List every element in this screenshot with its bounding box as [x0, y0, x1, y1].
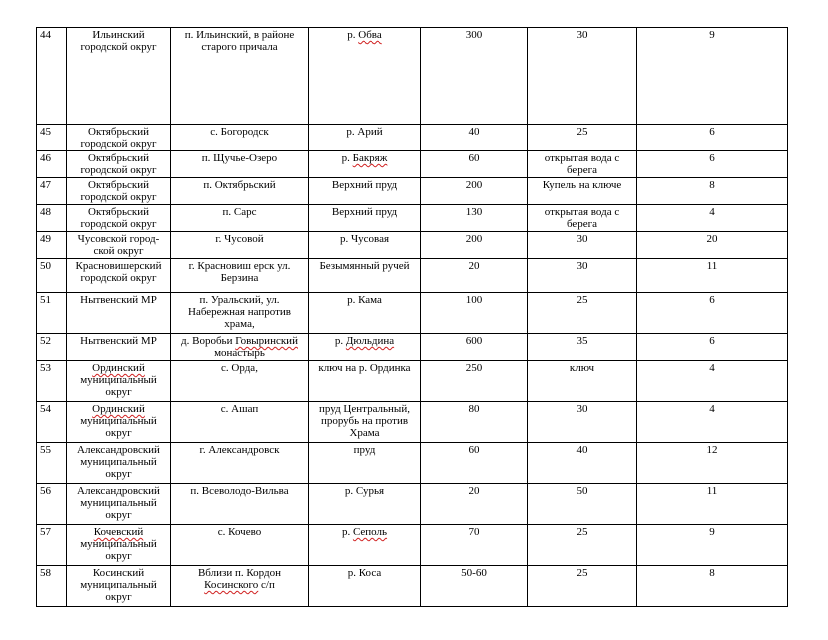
cell-value-1	[421, 125, 528, 151]
cell-text: 25	[576, 294, 588, 306]
spellcheck-underlined-text: Ординский	[92, 403, 145, 415]
cell-value-3	[637, 484, 788, 525]
cell-water-body	[309, 566, 421, 607]
cell-text: Купель на ключе	[542, 179, 622, 191]
cell-text: 25	[576, 526, 588, 538]
cell-text: 45	[40, 126, 51, 138]
cell-text: р.	[341, 526, 353, 538]
spellcheck-underlined-text: Ординский	[92, 362, 145, 374]
cell-text: г. Александровск	[199, 444, 280, 456]
cell-water-body	[309, 205, 421, 232]
cell-text: 54	[40, 403, 51, 415]
cell-text: 130	[465, 206, 483, 218]
cell-text: Ильинский городской округ	[80, 29, 157, 53]
cell-text: 50	[576, 485, 588, 497]
cell-value-1	[421, 151, 528, 178]
cell-value-1	[421, 361, 528, 402]
cell-value-1	[421, 28, 528, 125]
table-row	[37, 402, 788, 443]
cell-text: Александровский муниципальный округ	[77, 485, 160, 521]
cell-text: открытая вода с берега	[544, 206, 620, 230]
cell-settlement	[171, 402, 309, 443]
cell-text: 20	[468, 485, 480, 497]
cell-value-1	[421, 232, 528, 259]
cell-text: 48	[40, 206, 51, 218]
cell-district	[67, 125, 171, 151]
cell-text: 53	[40, 362, 51, 374]
spellcheck-underlined-text: Косинского	[204, 579, 259, 591]
cell-settlement	[171, 293, 309, 334]
cell-text: Октябрьский городской округ	[80, 126, 157, 150]
cell-number	[37, 402, 67, 443]
table-row	[37, 484, 788, 525]
cell-number	[37, 205, 67, 232]
table-row	[37, 566, 788, 607]
spellcheck-underlined-text: Говыринский	[235, 335, 298, 347]
cell-value-3	[637, 125, 788, 151]
cell-value-3	[637, 566, 788, 607]
cell-text: 8	[709, 179, 715, 191]
cell-text: 50-60	[461, 567, 487, 579]
cell-district	[67, 205, 171, 232]
cell-text: п. Октябрьский	[203, 179, 276, 191]
cell-value-2	[528, 361, 637, 402]
cell-text: 50	[40, 260, 51, 272]
cell-value-3	[637, 293, 788, 334]
cell-text: п. Уральский, ул. Набережная напротив храма,	[188, 294, 291, 330]
cell-text: 30	[576, 233, 588, 245]
cell-text: 25	[576, 126, 588, 138]
cell-number	[37, 443, 67, 484]
cell-text: 57	[40, 526, 51, 538]
cell-value-3	[637, 178, 788, 205]
cell-text: 56	[40, 485, 51, 497]
cell-text: 30	[576, 260, 588, 272]
cell-text: 40	[576, 444, 588, 456]
cell-text: муниципальный округ	[80, 538, 157, 562]
cell-water-body	[309, 259, 421, 293]
spellcheck-underlined-text: Дюльдина	[345, 335, 395, 347]
cell-water-body	[309, 525, 421, 566]
table-row	[37, 205, 788, 232]
cell-text: муниципальный округ	[80, 374, 157, 398]
cell-text: п. Щучье-Озеро	[201, 152, 278, 164]
cell-text: 30	[576, 29, 588, 41]
cell-value-3	[637, 402, 788, 443]
cell-text: Октябрьский городской округ	[80, 179, 157, 203]
cell-water-body	[309, 178, 421, 205]
cell-district	[67, 402, 171, 443]
cell-text: 49	[40, 233, 51, 245]
cell-text: ключ	[569, 362, 595, 374]
cell-value-3	[637, 361, 788, 402]
spellcheck-underlined-text: Обва	[358, 29, 382, 41]
table-row	[37, 361, 788, 402]
cell-text: Нытвенский МР	[80, 335, 157, 347]
cell-text: р. Коса	[347, 567, 382, 579]
cell-value-2	[528, 151, 637, 178]
cell-value-3	[637, 28, 788, 125]
cell-text: 25	[576, 567, 588, 579]
cell-text: 250	[465, 362, 483, 374]
cell-text: 4	[709, 362, 715, 374]
cell-value-1	[421, 525, 528, 566]
cell-water-body	[309, 443, 421, 484]
table-row	[37, 525, 788, 566]
cell-text: с. Орда,	[221, 362, 258, 374]
cell-text: Нытвенский МР	[80, 294, 157, 306]
cell-settlement	[171, 259, 309, 293]
cell-settlement	[171, 443, 309, 484]
cell-value-2	[528, 334, 637, 361]
table-body	[37, 28, 788, 607]
cell-text: 70	[468, 526, 480, 538]
cell-number	[37, 293, 67, 334]
cell-value-1	[421, 334, 528, 361]
cell-value-2	[528, 293, 637, 334]
cell-settlement	[171, 232, 309, 259]
data-table	[36, 27, 788, 607]
spellcheck-underlined-text: Сеполь	[352, 526, 388, 538]
cell-text: 20	[468, 260, 480, 272]
cell-value-3	[637, 334, 788, 361]
cell-text: 200	[465, 233, 483, 245]
table-row	[37, 178, 788, 205]
cell-text: 4	[709, 403, 715, 415]
cell-text: р.	[347, 29, 359, 41]
cell-water-body	[309, 232, 421, 259]
cell-text: с. Ашап	[220, 403, 259, 415]
cell-text: п. Сарс	[222, 206, 257, 218]
cell-settlement	[171, 178, 309, 205]
cell-number	[37, 151, 67, 178]
cell-value-2	[528, 525, 637, 566]
cell-settlement	[171, 566, 309, 607]
cell-district	[67, 259, 171, 293]
cell-text: 46	[40, 152, 51, 164]
cell-text: 600	[465, 335, 483, 347]
spellcheck-underlined-text: Бакряж	[352, 152, 388, 164]
cell-value-2	[528, 402, 637, 443]
cell-text: Чусовской город-ской округ	[77, 233, 160, 257]
cell-text: 100	[465, 294, 483, 306]
cell-value-2	[528, 232, 637, 259]
cell-settlement	[171, 125, 309, 151]
cell-text: п. Всеволодо-Вильва	[190, 485, 289, 497]
cell-district	[67, 28, 171, 125]
cell-text: 9	[709, 526, 715, 538]
cell-text: 55	[40, 444, 51, 456]
cell-text: р. Сурья	[344, 485, 385, 497]
cell-number	[37, 125, 67, 151]
cell-text: 6	[709, 152, 715, 164]
cell-number	[37, 259, 67, 293]
cell-value-2	[528, 178, 637, 205]
cell-text: 12	[706, 444, 718, 456]
cell-number	[37, 525, 67, 566]
cell-value-2	[528, 125, 637, 151]
cell-district	[67, 151, 171, 178]
cell-text: 60	[468, 152, 480, 164]
cell-water-body	[309, 151, 421, 178]
cell-number	[37, 28, 67, 125]
cell-text: с. Богородск	[210, 126, 269, 138]
cell-value-1	[421, 443, 528, 484]
cell-value-2	[528, 443, 637, 484]
cell-number	[37, 566, 67, 607]
cell-text: монастырь	[214, 347, 265, 359]
cell-value-3	[637, 151, 788, 178]
cell-text: р.	[334, 335, 346, 347]
cell-text: 20	[706, 233, 718, 245]
table-row	[37, 28, 788, 125]
cell-water-body	[309, 28, 421, 125]
cell-text: с. Кочево	[217, 526, 262, 538]
cell-district	[67, 525, 171, 566]
cell-value-3	[637, 205, 788, 232]
cell-text: муниципальный округ	[80, 415, 157, 439]
cell-text: 58	[40, 567, 51, 579]
cell-text: д. Воробьи	[181, 335, 236, 347]
cell-district	[67, 361, 171, 402]
cell-text: 51	[40, 294, 51, 306]
cell-text: р.	[341, 152, 353, 164]
cell-text: Красновишерский городской округ	[75, 260, 162, 284]
cell-district	[67, 484, 171, 525]
cell-text: Безымянный ручей	[319, 260, 410, 272]
cell-text: 47	[40, 179, 51, 191]
table-row	[37, 293, 788, 334]
cell-text: 11	[706, 260, 718, 272]
cell-value-3	[637, 232, 788, 259]
cell-text: с/п	[258, 579, 275, 591]
cell-text: Косинский муниципальный округ	[80, 567, 157, 603]
cell-text: 9	[709, 29, 715, 41]
cell-settlement	[171, 484, 309, 525]
cell-text: Вблизи п. Кордон	[197, 567, 282, 579]
cell-settlement	[171, 334, 309, 361]
table-row	[37, 125, 788, 151]
cell-value-3	[637, 259, 788, 293]
cell-district	[67, 232, 171, 259]
cell-value-3	[637, 443, 788, 484]
cell-text: г. Чусовой	[215, 233, 264, 245]
cell-text: пруд	[353, 444, 376, 456]
cell-text: р. Арий	[346, 126, 383, 138]
cell-value-3	[637, 525, 788, 566]
cell-text: пруд Центральный, прорубь на против Храма	[319, 403, 410, 439]
cell-value-2	[528, 259, 637, 293]
cell-water-body	[309, 402, 421, 443]
cell-text: г. Красновиш ерск ул. Берзина	[188, 260, 291, 284]
cell-text: 80	[468, 403, 480, 415]
cell-settlement	[171, 28, 309, 125]
cell-value-2	[528, 484, 637, 525]
cell-value-1	[421, 259, 528, 293]
cell-text: 200	[465, 179, 483, 191]
cell-settlement	[171, 205, 309, 232]
cell-text: Октябрьский городской округ	[80, 152, 157, 176]
cell-text: Октябрьский городской округ	[80, 206, 157, 230]
cell-value-1	[421, 205, 528, 232]
cell-value-2	[528, 205, 637, 232]
cell-number	[37, 178, 67, 205]
cell-district	[67, 178, 171, 205]
cell-text: открытая вода с берега	[544, 152, 620, 176]
cell-number	[37, 361, 67, 402]
cell-water-body	[309, 334, 421, 361]
cell-text: 300	[465, 29, 483, 41]
cell-text: 40	[468, 126, 480, 138]
cell-district	[67, 334, 171, 361]
cell-text: Верхний пруд	[331, 206, 398, 218]
cell-text: 60	[468, 444, 480, 456]
cell-number	[37, 232, 67, 259]
cell-district	[67, 566, 171, 607]
cell-text: 30	[576, 403, 588, 415]
table-row	[37, 443, 788, 484]
cell-text: Верхний пруд	[331, 179, 398, 191]
cell-number	[37, 334, 67, 361]
cell-text: 8	[709, 567, 715, 579]
table-row	[37, 259, 788, 293]
cell-text: р. Чусовая	[339, 233, 390, 245]
cell-text: ключ на р. Ординка	[318, 362, 411, 374]
table-row	[37, 232, 788, 259]
cell-value-1	[421, 293, 528, 334]
cell-text: 44	[40, 29, 51, 41]
cell-water-body	[309, 484, 421, 525]
cell-number	[37, 484, 67, 525]
cell-value-1	[421, 566, 528, 607]
cell-value-2	[528, 566, 637, 607]
spellcheck-underlined-text: Кочевский	[93, 526, 144, 538]
cell-district	[67, 443, 171, 484]
cell-text: п. Ильинский, в районе старого причала	[184, 29, 295, 53]
cell-text: 6	[709, 294, 715, 306]
table-row	[37, 151, 788, 178]
cell-text: 4	[709, 206, 715, 218]
cell-text: 6	[709, 335, 715, 347]
cell-value-1	[421, 178, 528, 205]
cell-water-body	[309, 293, 421, 334]
cell-value-1	[421, 484, 528, 525]
table-row	[37, 334, 788, 361]
cell-value-2	[528, 28, 637, 125]
cell-text: 11	[706, 485, 718, 497]
cell-settlement	[171, 361, 309, 402]
cell-text: р. Кама	[347, 294, 382, 306]
cell-value-1	[421, 402, 528, 443]
cell-water-body	[309, 125, 421, 151]
cell-text: 35	[576, 335, 588, 347]
cell-text: Александровский муниципальный округ	[77, 444, 160, 480]
cell-settlement	[171, 525, 309, 566]
cell-text: 6	[709, 126, 715, 138]
cell-district	[67, 293, 171, 334]
cell-settlement	[171, 151, 309, 178]
cell-text: 52	[40, 335, 51, 347]
cell-water-body	[309, 361, 421, 402]
